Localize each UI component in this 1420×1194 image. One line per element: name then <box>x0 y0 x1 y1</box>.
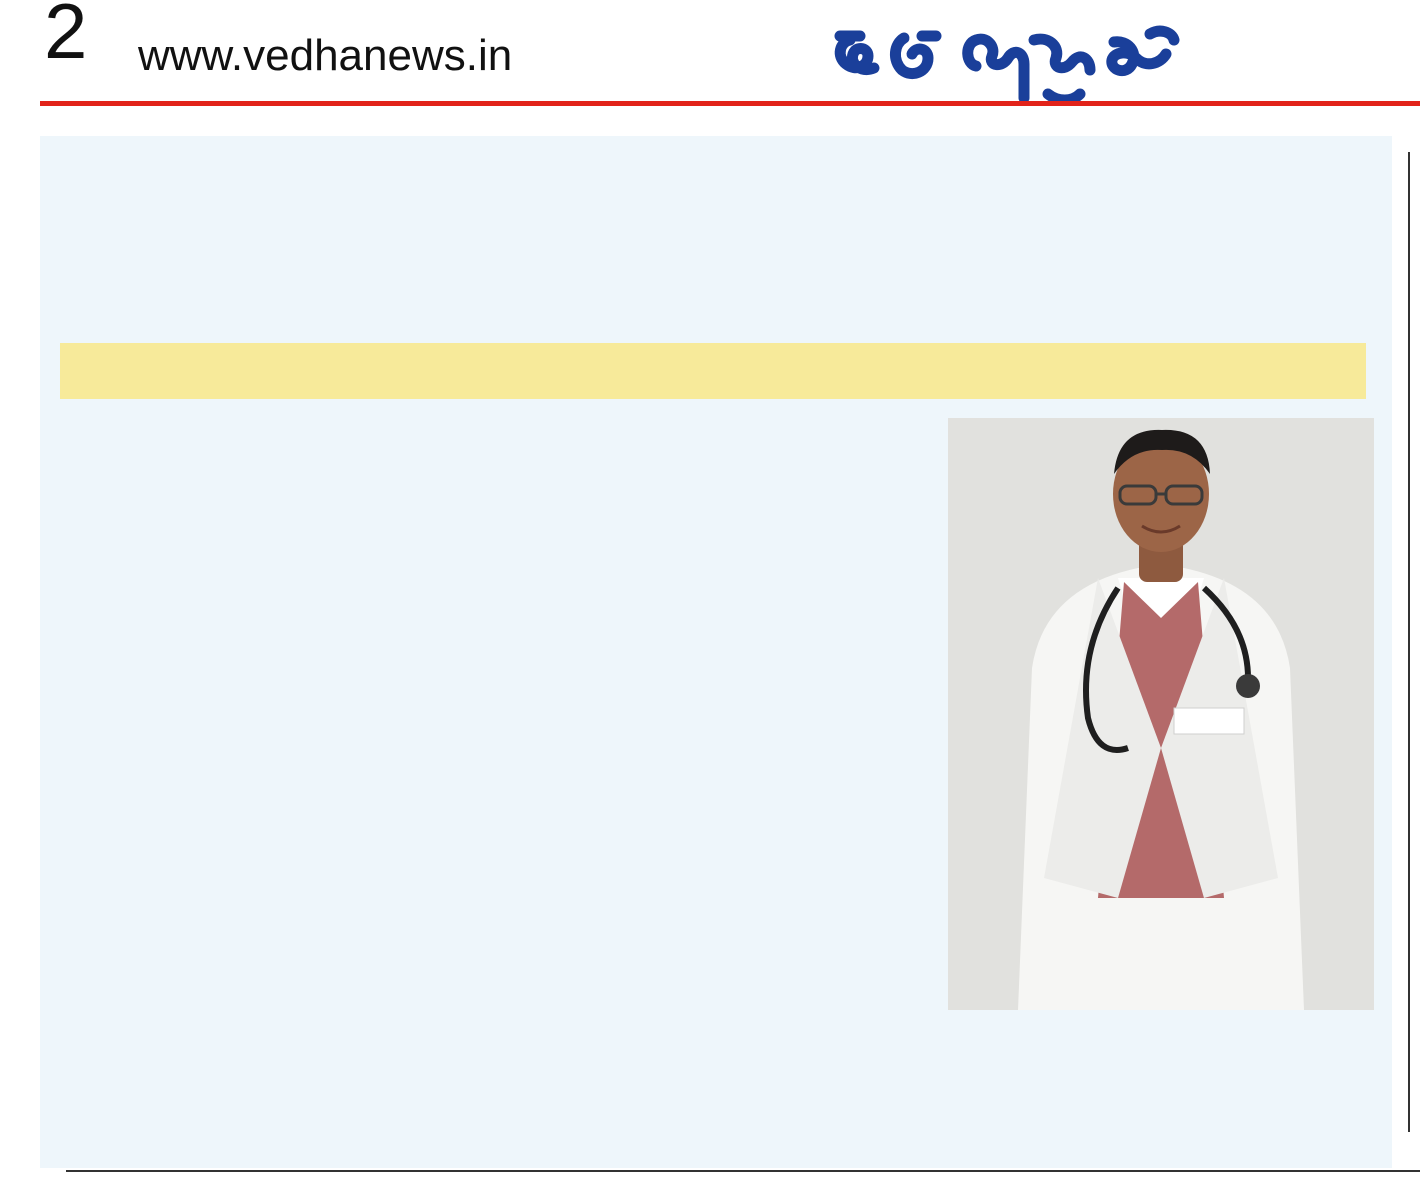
paragraph <box>502 412 942 440</box>
page-number: 2 <box>44 0 88 75</box>
article-column-3 <box>946 1014 1376 1154</box>
doctor-portrait-photo <box>948 418 1374 1010</box>
dateline <box>58 422 474 450</box>
bottom-rule <box>66 1170 1420 1172</box>
website-url[interactable]: www.vedhanews.in <box>138 31 513 80</box>
subheadline <box>74 343 1354 399</box>
article-column-1 <box>58 422 474 1142</box>
masthead-red-rule <box>40 101 1420 106</box>
column-rule <box>1408 152 1410 1132</box>
article-column-2 <box>502 412 942 1152</box>
subheadline-bar <box>60 343 1366 399</box>
paragraph <box>58 456 474 484</box>
paragraph <box>946 1014 1376 1042</box>
article-panel <box>40 136 1392 1168</box>
masthead <box>0 0 1420 108</box>
